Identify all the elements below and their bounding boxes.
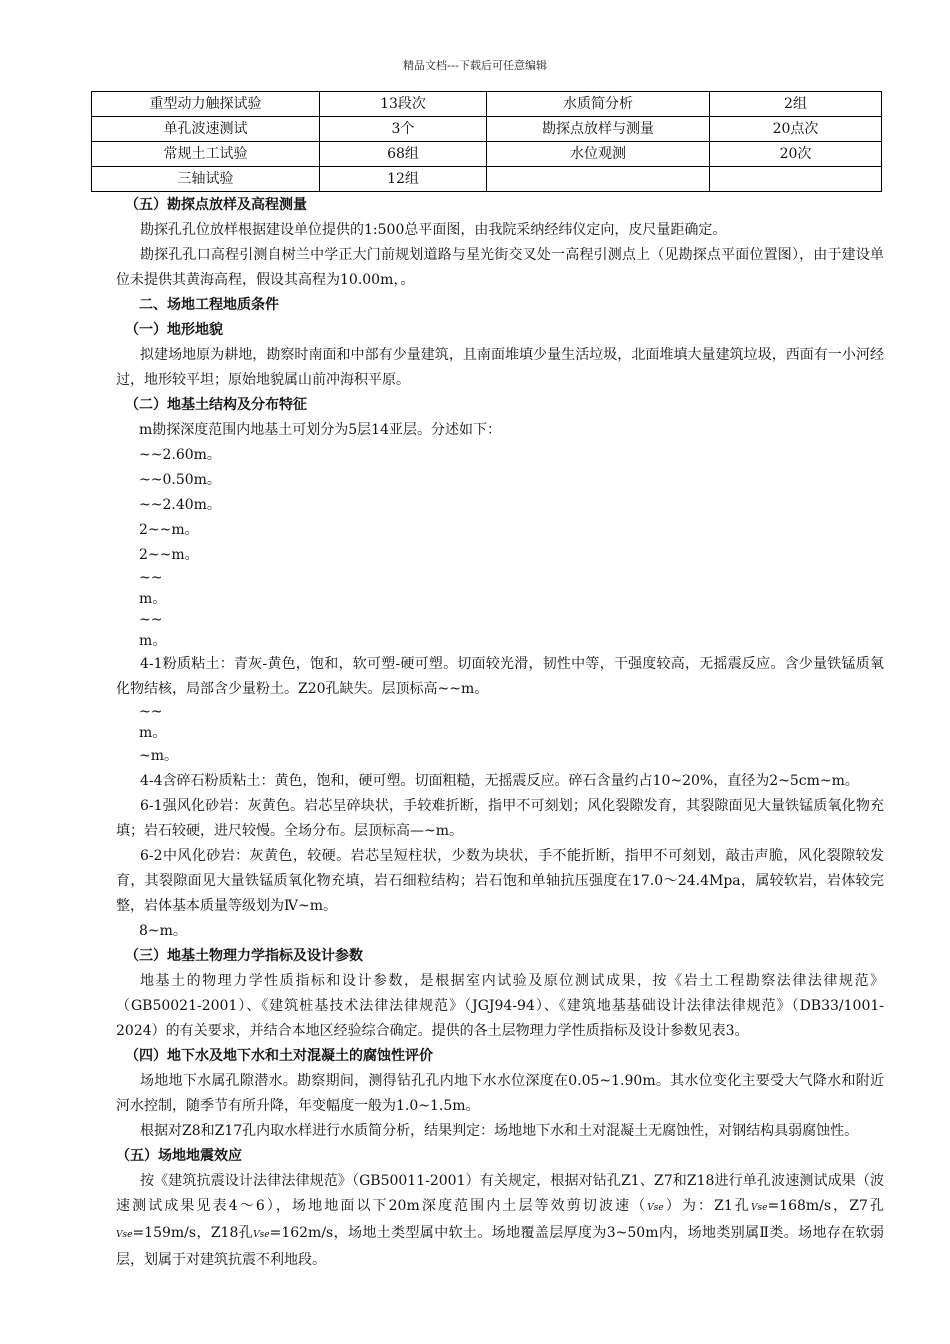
section-heading: （一）地形地貌 <box>125 322 223 338</box>
paragraph: 拟建场地原为耕地，勘察时南面和中部有少量建筑，且南面堆填少量生活垃圾，北面堆填大量建筑垃圾，西面有一小河经过，地形较平坦；原始地貌属山前冲海积平原。 <box>116 347 884 388</box>
layer-line: ~m。 <box>139 748 179 764</box>
section-heading: （三）地基土物理力学指标及设计参数 <box>125 948 363 964</box>
layer-line: m。 <box>139 633 167 649</box>
table-cell <box>710 167 882 192</box>
table-cell: 单孔波速测试 <box>92 117 320 142</box>
table-cell: 勘探点放样与测量 <box>487 117 710 142</box>
paragraph: 场地地下水属孔隙潜水。勘察期间，测得钻孔孔内地下水水位深度在0.05~1.90m。其水位变化主要受大气降水和附近河水控制，随季节有所升降，年变幅度一般为1.0~1.5m。 <box>116 1073 884 1114</box>
table-row <box>92 167 882 192</box>
table-cell: 20点次 <box>710 117 882 142</box>
paragraph: 地基土的物理力学性质指标和设计参数，是根据室内试验及原位测试成果，按《岩土工程勘察法律法律规范》（GB50021-2001）、《建筑桩基技术法律法律规范》（JGJ94-94）、《建筑地基基础设计法律法律规范》（DB33/1001-2024）的有关要求，并结合本地区经验综合确定。提供的各土层物理力学性质指标及设计参数见表3。 <box>116 973 884 1039</box>
table-cell: 68组 <box>320 142 487 167</box>
layer-line: ~~2.60m。 <box>139 447 221 463</box>
text-run: =168m/s，Z7孔 <box>767 1198 885 1214</box>
section-heading: （四）地下水及地下水和土对混凝土的腐蚀性评价 <box>125 1048 433 1064</box>
document-body <box>116 193 884 1273</box>
table-cell <box>487 167 710 192</box>
text-run: =159m/s，Z18孔 <box>132 1225 254 1241</box>
layer-line: 8~m。 <box>139 923 187 939</box>
chapter-heading: 二、场地工程地质条件 <box>139 297 279 313</box>
layer-description: 4-1粉质粘土：青灰-黄色，饱和，软可塑-硬可塑。切面较光滑，韧性中等，干强度较高，无摇震反应。含少量铁锰质氧化物结核，局部含少量粉土。Z20孔缺失。层顶标高~~m。 <box>116 656 884 697</box>
section-heading: （五）勘探点放样及高程测量 <box>125 197 307 213</box>
text-run: 按《建筑抗震设计法律法律规范》（GB50011-2001）有关规定，根据对钻孔Z1、Z7和Z18进行单孔波速测试成果（波速测试成果见表4～6），场地地面以下20m深度范围内土层等效剪切波速（ <box>116 1173 884 1214</box>
table-cell: 水位观测 <box>487 142 710 167</box>
vse-symbol: Vse <box>647 1203 664 1213</box>
layer-line: 2~~m。 <box>139 547 199 563</box>
table-cell: 常规土工试验 <box>92 142 320 167</box>
vse-symbol: Vse <box>253 1230 270 1240</box>
table-cell: 2组 <box>710 92 882 117</box>
paragraph: m勘探深度范围内地基土可划分为5层14亚层。分述如下： <box>139 422 501 438</box>
table-row <box>92 92 882 117</box>
text-run: =162m/s，场地土类型属中软土。场地覆盖层厚度为3~50m内，场地类别属Ⅱ类。场地存在软弱层，划属于对建筑抗震不利地段。 <box>116 1225 885 1268</box>
table-cell: 12组 <box>320 167 487 192</box>
table-cell: 水质简分析 <box>487 92 710 117</box>
table-cell: 20次 <box>710 142 882 167</box>
table-cell: 3个 <box>320 117 487 142</box>
paragraph-seismic <box>116 1169 884 1273</box>
section-heading: （五）场地地震效应 <box>116 1148 242 1164</box>
layer-line: ~~0.50m。 <box>139 472 221 488</box>
layer-line: ~~ <box>139 612 163 628</box>
vse-symbol: Vse <box>750 1203 768 1213</box>
table-row <box>92 142 882 167</box>
paragraph: 根据对Z8和Z17孔内取水样进行水质简分析，结果判定：场地地下水和土对混凝土无腐蚀性，对钢结构具弱腐蚀性。 <box>140 1123 859 1139</box>
layer-line: m。 <box>139 725 167 741</box>
layer-line: m。 <box>139 591 167 607</box>
section-heading: （二）地基土结构及分布特征 <box>125 397 307 413</box>
paragraph: 勘探孔孔位放样根据建设单位提供的1:500总平面图，由我院采纳经纬仪定向，皮尺量距确定。 <box>140 222 727 238</box>
table-row <box>92 117 882 142</box>
layer-line: 2~~m。 <box>139 522 199 538</box>
vse-symbol: Vse <box>116 1230 133 1240</box>
layer-description: 6-1强风化砂岩：灰黄色。岩芯呈碎块状，手较难折断，指甲不可刻划；风化裂隙发育，其裂隙面见大量铁锰质氧化物充填；岩石较硬，进尺较慢。全场分布。层顶标高—~m。 <box>116 798 884 839</box>
paragraph: 勘探孔孔口高程引测自树兰中学正大门前规划道路与星光街交叉处一高程引测点上（见勘探点平面位置图），由于建设单位未提供其黄海高程，假设其高程为10.00m，。 <box>116 247 884 288</box>
layer-line: ~~ <box>139 704 163 720</box>
layer-description: 6-2中风化砂岩：灰黄色，较硬。岩芯呈短柱状，少数为块状，手不能折断，指甲不可刻划，敲击声脆，风化裂隙较发育，其裂隙面见大量铁锰质氧化物充填，岩石细粒结构；岩石饱和单轴抗压强度在17.0～24.4Mpa，属较软岩，岩体较完整，岩体基本质量等级划为Ⅳ~m。 <box>116 848 884 914</box>
layer-line: ~~ <box>139 570 163 586</box>
layer-description: 4-4含碎石粉质粘土：黄色，饱和，硬可塑。切面粗糙，无摇震反应。碎石含量约占10~20%，直径为2~5cm~m。 <box>140 773 859 789</box>
layer-line: ~~2.40m。 <box>139 497 221 513</box>
table-cell: 三轴试验 <box>92 167 320 192</box>
test-workload-table <box>91 91 882 192</box>
text-run: ）为：Z1孔 <box>663 1198 751 1214</box>
table-cell: 13段次 <box>320 92 487 117</box>
table-cell: 重型动力触探试验 <box>92 92 320 117</box>
page-header: 精品文档---下载后可任意编辑 <box>403 59 547 72</box>
